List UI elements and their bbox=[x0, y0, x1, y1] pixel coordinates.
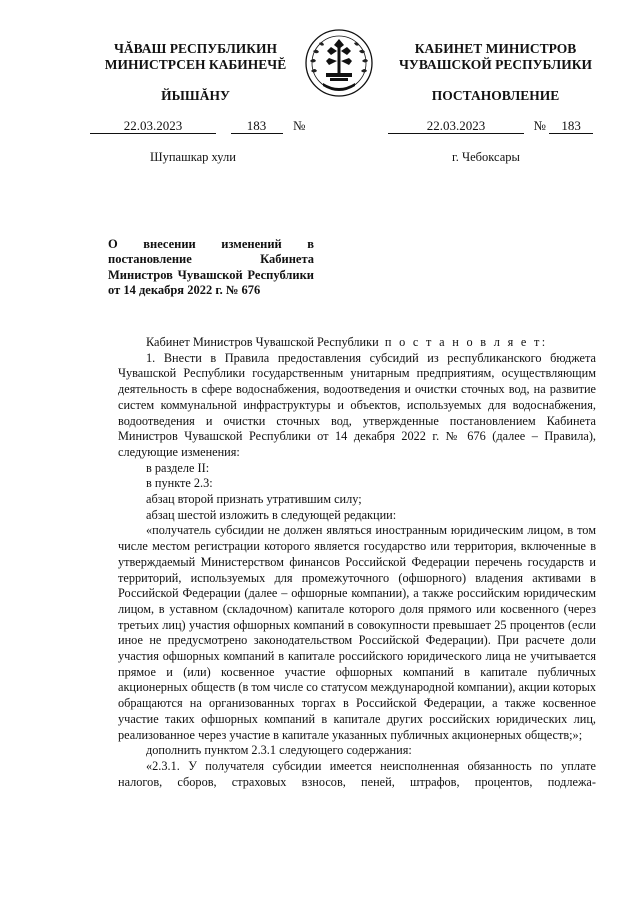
right-number-row bbox=[388, 118, 593, 134]
doc-type-left: ЙЫШĂНУ bbox=[161, 88, 230, 103]
document-subject: О внесении изменений в постановление Кабинета Министров Чувашской Республики от 14 декабря 2022 г. № 676 bbox=[108, 237, 314, 297]
header-left-line2: МИНИСТРСЕН КАБИНЕЧĔ bbox=[104, 57, 287, 72]
left-number: 183 bbox=[231, 118, 283, 134]
body-paragraph: «2.3.1. У получателя субсидии имеется неисполненная обязанность по уплате налогов, сборов, страховых взносов, пеней, штрафов, процентов, подлежа- bbox=[118, 758, 596, 789]
body-paragraph: дополнить пунктом 2.3.1 следующего содержания: bbox=[146, 743, 412, 758]
document-body bbox=[118, 335, 596, 790]
header-left-org bbox=[88, 41, 303, 73]
intro-prefix: Кабинет Министров Чувашской Республики bbox=[146, 335, 379, 349]
left-date: 22.03.2023 bbox=[90, 118, 216, 134]
body-paragraph: в пункте 2.3: bbox=[146, 476, 213, 491]
right-place: г. Чебоксары bbox=[452, 150, 520, 164]
body-paragraph: «получатель субсидии не должен являться иностранным юридическим лицом, в том числе местом регистрации которого является государство или территория, включенные в утверждаемый Министерством финансов Российской Федерации перечень государств и территорий, используемых для промежуточного (офшорного) владения активами в Российской Федерации (далее – офшорные компании), а также российским юридическим лицом, в уставном (складочном) капитале которого доля прямого или косвенного (через третьих лиц) участия офшорных компаний в совокупности превышает 25 процентов (если иное не предусмотрено законодательством Российской Федерации). При расчете доли участия офшорных компаний в капитале российского юридического лица не учитывается прямое и (или) косвенное участие офшорных компаний в капитале публичных акционерных обществ (в том числе со статусом международной компании), акции которых обращаются на организованных торгах в Российской Федерации, а также косвенное участие таких офшорных компаний в капитале других российских юридических лиц, реализованное через участие в капитале указанных публичных акционерных обществ;»; bbox=[118, 523, 596, 742]
header-right-org bbox=[388, 41, 603, 73]
left-place: Шупашкар хули bbox=[150, 150, 236, 164]
header-right-line1: КАБИНЕТ МИНИСТРОВ bbox=[414, 41, 577, 56]
right-date: 22.03.2023 bbox=[388, 118, 524, 134]
right-number-sign: № bbox=[533, 118, 546, 133]
body-paragraph: абзац шестой изложить в следующей редакции: bbox=[146, 507, 397, 522]
left-number-row bbox=[90, 118, 305, 134]
intro-paragraph bbox=[118, 335, 596, 351]
header-left-line1: ЧĂВАШ РЕСПУБЛИКИН bbox=[113, 41, 278, 56]
left-number-sign: № bbox=[293, 118, 306, 133]
intro-decree: п о с т а н о в л я е т: bbox=[384, 335, 548, 349]
doc-type-right: ПОСТАНОВЛЕНИЕ bbox=[431, 88, 560, 103]
chuvash-coat-of-arms-icon bbox=[302, 25, 376, 99]
header-right-line2: ЧУВАШСКОЙ РЕСПУБЛИКИ bbox=[399, 57, 592, 72]
body-paragraph: 1. Внести в Правила предоставления субсидий из республиканского бюджета Чувашской Республики государственным унитарным предприятиям, осуществляющим деятельность в сфере водоснабжения, водоотведения и очистки сточных вод, на развитие систем коммунальной инфраструктуры и объектов, используемых для водоснабжения, водоотведения и очистки сточных вод, утвержденные постановлением Кабинета Министров Чувашской Республики от 14 декабря 2022 г. № 676 (далее – Правила), следующие изменения: bbox=[118, 350, 596, 459]
body-paragraph: в разделе II: bbox=[146, 460, 210, 475]
right-number: 183 bbox=[549, 118, 593, 134]
body-paragraph: абзац второй признать утратившим силу; bbox=[146, 492, 362, 507]
